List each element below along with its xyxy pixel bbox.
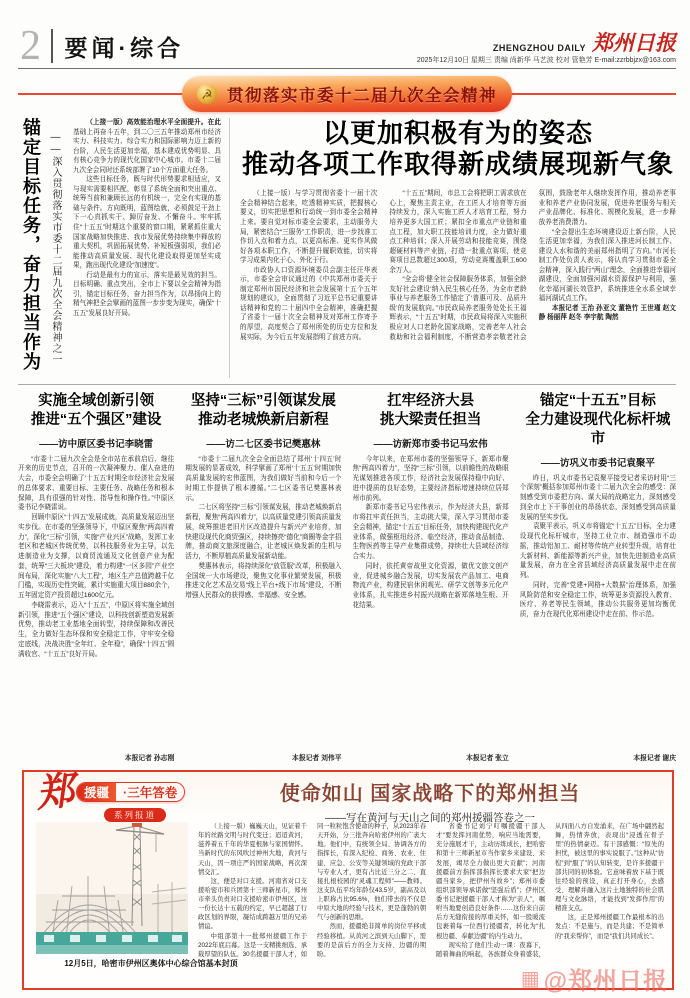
article-byline: ——访二七区委书记樊惠林 (206, 438, 321, 450)
article-reporter: 本报记者 孙志刚 (124, 755, 175, 762)
page-header (18, 23, 676, 69)
lead-vertical-title: 锚定目标任务，奋力担当作为 (21, 118, 41, 372)
lead-headline: 以更加积极有为的姿态 推动各项工作取得新成绩展现新气象 (241, 118, 674, 180)
article-body: “市委十二届九次全会全面总结了郑州‘十四五’时期发展的显著成效，科学擘画了郑州‘十五五’时期加快高质量发展的宏伟蓝图，为我们做好当前和今后一个时期工作提供了根本遵循。”二七区委书记樊惠林表示。 二七区将坚持“三标”引领谋发展，推动老城焕新启新程，聚焦“两高四着力”，以高质量党建引领高质量发展，统筹推进老旧片区改造提升与新兴产业培育，加快建设现代化商贸强区，持续擦亮“德化”商圈等金字招牌，推动商文旅深度融合，让老城区焕发新的生机与活力，不断厚植高质量发展新动能。 樊惠林表示，将持续深化“放管服”改革，积极融入全国统一大市场建设，聚焦文化事业繁荣发展，积极推进文化艺术品交易“线上平台+线下市场”建设，不断增强人民群众的获得感、幸福感、安全感。 (185, 455, 342, 600)
article-headline: 扛牢经济大县 挑大梁责任担当 (379, 393, 482, 428)
article-byline: ——访巩义市委书记袁聚平 (540, 457, 655, 469)
article-body: “市委十二届九次全会是全市站在承前启后、继往开来的历史节点，召开的一次凝神聚力、催人奋进的大会，市委全会明确了‘十五五’时期全市经济社会发展的总体要求、重要目标、主要任务、战略任务和根本保障，具有很强的针对性、指导性和操作性。”中原区委书记李晓雷说。 回顾中原区“十四五”发展成就，高质量发展迈出坚实步伐。在市委的坚强领导下，中原区聚焦“两高四着力”，深化“三标”引领，实施“产业兴区”战略，发挥工业老区和老城区传统优势，以科技服务业为主导，以先进制造业为支撑，以商贸流通及文化创意产业为配套，统筹“三大板块”建设，着力构建“一区多园”产业空间布局，深化实施“八大工程”，地区生产总值跨越千亿门槛，实现历史性突破，累计实施重大项目880余个，五年固定资产投资超过1600亿元。 李晓雷表示，迈入“十五五”，中原区将实施全域创新引领，推进“五个强区”建设，以科技创新塑造发展新优势，推动老工业基地全面转型，持续保障和改善民生，全力做好生态环保和安全稳定工作，守牢安全稳定底线，决战决胜“全年红、全年稳”，确保“十四五”圆满收官、“十五五”良好开局。 (18, 455, 175, 658)
feature-subtitle: ——写在黄河与天山之间的郑州援疆答卷之一 (325, 812, 535, 824)
lead-continuation-column: （上接一版）高效能治理水平全面提升。在此基础上再奋斗五年，到二〇三五年推动郑州市经济实力、科技实力、综合实力和国际影响力迈上新的台阶，人民生活更加幸福，基本建成优势明显、具有核心竞争力的现代化国家中心城市。市委十二届九次全会同时还系统部署了10个方面重大任务。 这些目标任务，既与时代形势要求相适应，又与现实需要相匹配，彰显了系统全面和突出重点、统筹当前和兼顾长远的有机统一，完全有实现的基础与条件。方向既明，蓝图绘就，必须鼓足干劲上下一心真抓实干、踔厉奋发、不懈奋斗。牢牢抓住“十五五”时期这个重要的窗口期，紧紧抓住重大国家战略加快推进、我市发展优势持续集中释放的重大契机，巩固拓展优势、补短板强弱项，我们必能推动高质量发展、现代化建设取得更加坚实成果，跑出现代化建设“加速度”。 行动是最有力的宣示，落实是最见效的担当。目标明确、重点突出，全市上下要以全会精神为指引，锚定目标任务，奋力担当作为，以昂扬向上的精气神把全会擘画的蓝图一步步变为现实，确保“十五五”发展良好开局。 (73, 118, 230, 378)
theme-banner (18, 76, 676, 114)
article-body: 今年以来，在郑州市委的坚强领导下，新郑市聚焦“两高四着力”，坚持“三标”引领，以前瞻性的战略眼光谋划推进各项工作，经济社会发展保持稳中向好、进中提质的良好态势，主要经济指标增速持续位居郑州市前列。 新郑市委书记马宏伟表示，作为经济大县，新郑市将扛牢责任担当，主动挑大梁，深入学习贯彻市委全会精神，锚定“十五五”目标任务，加快构建现代化产业体系，做强枢纽经济、临空经济，推动食品制造、生物医药等主导产业集群成势，持续壮大县域经济综合实力。 同时，依托黄帝故里文化资源，做优文旅文创产业，促进城乡融合发展，切实发展农产品加工、电商物流产业，构建民宿休闲观光、研学文创等多元化产业体系，扎实推进乡村振兴战略在新郑落地生根、开花结果。 (352, 455, 509, 609)
article-body: 昨日，巩义市委书记袁聚平接受记者采访时用“三个深刻”概括参加郑州市委十二届九次全会的感受：深刻感受到市委把方向、谋大局的战略定力，深刻感受到全市上下干事创业的昂扬状态，深刻感受到高质量发展的坚实步伐。 袁聚平表示，巩义市将锚定“十五五”目标，全力建设现代化标杆城市，坚持工业立市、制造强市不动摇，推动铝加工、耐材等传统产业转型升级，培育壮大新材料、新能源等新兴产业，加快先进制造业高质量发展，奋力在全省县域经济高质量发展中走在前列。 同时，完善“党建+网格+大数据”治理体系，加强风险防范和安全稳定工作，统筹更多资源投入教育、医疗、养老等民生领域，推动公共服务更加均衡优质，奋力在现代化郑州建设中走在前、作示范。 (519, 474, 676, 619)
article-zhongyuan (18, 392, 174, 762)
section-title: 要闻·综合 (64, 34, 185, 61)
feature-headline: 使命如山 国家战略下的郑州担当 (279, 783, 581, 805)
article-reporter: 本报记者 张立 (466, 755, 509, 762)
feature-box (22, 767, 674, 995)
feature-body: （上接一版）巍巍天山，见证着千年的丝路文明与时代变迁；迢迢黄河，滋养着五千年的华夏根脉与家国情怀。当新时代的东风吹过神州大地，黄河与天山，因一项庄严的国家战略，再次深情交汇。 这，便是对口支援。河南省对口支援哈密市和兵团第十三师新星市，郑州市牵头负责对口支援哈密市伊州区，这一份长达十五载的约定，早已超越了行政区划的界限，凝结成跨越万里的兄弟情谊。 中组部第十一批郑州援疆工作于2022年底启幕。这是一支精挑细选、承载厚望的队伍。30名援疆干部人才，如同一粒粒饱含使命的种子，从2023年春天开始，分三批奔向哈密伊州的广袤大地。他们中，有统领全局、协调各方的指挥长，有深入纪检、商务、农业、住建、应急、公安等关键领域的党政干部与专业人才，更有占比近三分之二、直接扎根校园的“灵魂工程师”——教师。这支队伍平均年龄仅43.5岁，副高及以上职称占比95.6%，他们带去的不仅是中原大地的经验与技术，更是蓬勃的朝气与创新的思维。 然而，援疆绝非简单的岗位平移或经验移植。从黄河之滨到天山脚下，需要的是前后方的全力支持、边疆的期盼。 省委书记刘宁叮嘱援疆干部人才“要发挥河南优势，响应当地需要，充分施展才干，主动历练成长，把哈密和第十三师新星市当作家乡来建设、来发展，竭尽全力做出更大贡献”；河南援疆前方指挥部指挥长要求大家“把边疆当家乡，把伊州当故乡”；郑州市委组织部领导承诺做“坚强后盾”；伊州区委书记把援疆干部人才称为“亲人”，嘱咐当地要创造良好条件……这份来自前后方无缝衔接的厚重关怀，如一股暖流包裹着每一位西行援疆者，转化为“扎根边疆、奉献边疆”的内生动力。 现实给了他们生动一课：夜幕下，随着舞曲的响起，各族群众身着盛装，从四面八方自发涌来，在广场中翩然起舞，热情奔放，表现出“浸透在骨子里”的热情豪迈。有干部感慨：“原先的担忧，被这里的事实说服了。”这种从“彷徨”到“服了”的认知转变，是许多援疆干部共同的初体验。它意味着放下基于既往经验的预设，真正打开身心，去感受、理解并融入这片土地独特的社会肌理与文化脉络，才能找到“发挥作用”的精准支点。 这，正是郑州援疆工作最根本的出发点：不是施与，而是共建；不是简单的“我来帮你”，而是“我们共同成长”。 (198, 823, 664, 958)
lead-body: （上接一版）与学习贯彻省委十一届十次全会精神结合起来，吃透精神实质，把握核心要义，切实把思想和行动统一到市委全会精神上来。要自觉对标市委全会要求，主动服务大局，紧密结合“三服务”工作职责，进一步找准工作切入点和着力点，以更高标准、更实作风做好各项本职工作，不断提升履职效能，切实将学习成果内化于心、外化于行。 市政协人口资源环境委员会副主任汪华表示，市委全会审议通过的《中共郑州市委关于制定郑州市国民经济和社会发展第十五个五年规划的建议》，全面贯彻了习近平总书记重要讲话精神和党的二十届四中全会精神，准确把握了省委十一届十次全会精神及对郑州工作寄予的厚望，高度契合了郑州所处的历史方位和发展实际，为今后五年发展指明了前进方向。 “十五五”期间，市总工会将把职工需求放在心上，聚焦主责主业，在工匠人才培育等方面持续发力，深入实施工匠人才培育工程，努力培养更多大国工匠；紧扣全市重点产业链和重点工程，加大职工技能培训力度，全力做好重点工种培训；深入开展劳动和技能竞赛，围绕超硬材料等产业链，打造一批重点赛项，使竞赛项目总数超过300项，劳动竞赛覆盖职工600余万人。 “全会将‘健全社会保障服务体系，加强全龄友好社会建设’纳入民生核心任务，为全市老龄事业与养老服务工作锚定了‘普惠可及、品质升级’的发展航向。”市民政局养老服务处处长王福辉表示，“十五五”时期，市民政局将深入实施积极应对人口老龄化国家战略，完善老年人社会救助和社会福利制度，不断营造孝亲敬老社会氛围，鼓励老年人继续发挥作用，推动养老事业和养老产业协同发展，促进养老服务与相关产业品牌化、标准化、规模化发展，进一步释放养老消费潜力。 “全会提出生态环境建设迈上新台阶，人民生活更加幸福，为我们深入推进河长制工作、建设人水和谐的美丽郑州指明了方向。”市河长制工作处负责人表示，将认真学习贯彻市委全会精神，深入践行“两山”理念，全面推进幸福河湖建设，全面加强河湖水资源保护与利用，强化幸福河湖长效管护，系统推进全水系全域幸福河湖试点工作。 本报记者 王治 孙亚文 董艳竹 王世瑾 赵文静 杨丽萍 赵冬 李宇航 陶然 (240, 190, 676, 341)
masthead-logo: 郑州日报 (592, 30, 676, 55)
logo-band-red: 援疆 (77, 783, 116, 801)
lead-byline: 本报记者 王治 孙亚文 董艳竹 王世瑾 赵文静 杨丽萍 赵冬 李宇航 陶然 (538, 304, 676, 322)
logo-calligraphy: 郑 (33, 767, 77, 816)
interview-row (18, 392, 676, 762)
construction-photo (36, 822, 188, 954)
article-erqi (185, 392, 341, 762)
qr-grid-icon: ▦ (520, 967, 541, 990)
article-headline: 锚定“十五五”目标 全力建设现代化标杆城市 (525, 393, 671, 447)
banner-text: 贯彻落实市委十二届九次全会精神 (227, 87, 497, 105)
article-reporter: 本报记者 谢庆 (633, 755, 676, 762)
article-byline: ——访新郑市委书记马宏伟 (373, 438, 488, 450)
header-divider (51, 29, 53, 63)
photo-caption: 12月5日，哈密市伊州区奥体中心综合馆基本封顶 (64, 959, 238, 968)
logo-band-white: ·三年答卷 (116, 783, 184, 801)
article-xinzheng (353, 392, 509, 762)
article-reporter: 本报记者 刘伟平 (292, 755, 342, 762)
article-gongyi (520, 392, 676, 762)
article-headline: 实施全域创新引领 推进“五个强区”建设 (30, 393, 162, 428)
series-logo (33, 767, 196, 825)
section-rule (18, 384, 676, 385)
article-byline: ——访中原区委书记李晓雷 (39, 438, 154, 450)
logo-series-tag: 系列报道 (104, 808, 166, 822)
party-emblem-icon: ☭ (197, 84, 217, 104)
masthead-english: ZHENGZHOU DAILY (492, 43, 586, 53)
dateline: 2025年12月10日 星期三 责编 尚新华 马艺波 校对 管艳芳 E-mail:zzrbbjzx@163.com (416, 57, 676, 64)
lead-story (18, 118, 676, 378)
page-number: 2 (20, 23, 41, 69)
article-headline: 坚持“三标”引领谋发展 推动老城焕新启新程 (190, 393, 336, 428)
watermark: ▦ @郑州日报 (520, 967, 668, 995)
lead-vertical-subtitle: ——深入贯彻落实市委十二届九次全会精神之一 (50, 132, 61, 365)
